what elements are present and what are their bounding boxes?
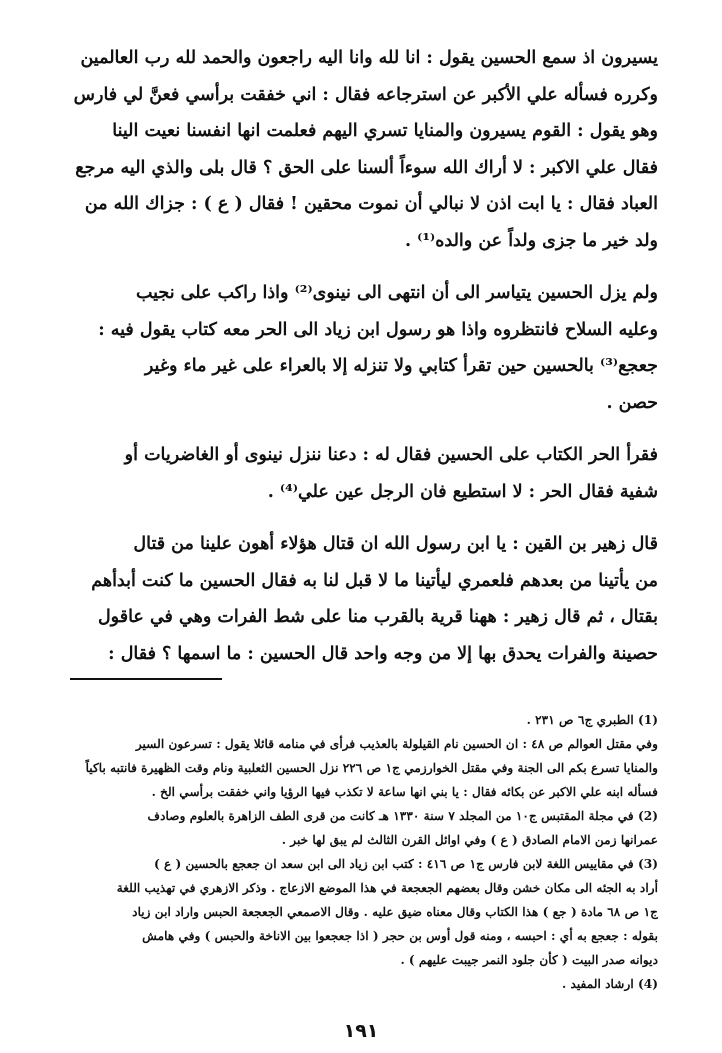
text-line: وكرره فسأله علي الأكبر عن استرجاعه فقال : اني خفقت برأسي فعنَّ لي فارس: [73, 84, 658, 105]
text-line: فقال علي الاكبر : لا أراك الله سوءاً ألسنا على الحق ؟ قال بلى والذي اليه مرجع: [75, 157, 658, 178]
footnote-line: (1) الطبري ج٦ ص ٢٣١ .: [526, 713, 658, 727]
text-line: حصن .: [606, 392, 658, 413]
text-line: شفية فقال الحر : لا استطيع فان الرجل عين علي⁽⁴⁾ .: [267, 481, 658, 502]
text-line: حصينة والفرات يحدق بها إلا من وجه واحد قال الحسين : ما اسمها ؟ فقال :: [108, 643, 658, 664]
text-line: ولم يزل الحسين يتياسر الى أن انتهى الى نينوى⁽²⁾ واذا راكب على نجيب: [135, 283, 658, 303]
footnote-line: (2) في مجلة المقتبس ج١٠ من المجلد ٧ سنة ١٣٣٠ هـ كانت من قرى الطف الزاهرة بالعلوم وصادف: [147, 809, 658, 823]
text-line: بقتال ، ثم قال زهير : ههنا قرية بالقرب منا على شط الفرات وهي في عاقول: [97, 607, 658, 627]
text-line: من يأتينا من بعدهم فلعمري ليأتينا ما لا قبل لنا به فقال الحسين ما كنت أبدأهم: [91, 570, 658, 591]
footnote-line: (3) في مقاييس اللغة لابن فارس ج١ ص ٤١٦ : كتب ابن زياد الى ابن سعد ان جعجع بالحسين ( ع ): [153, 857, 658, 871]
page-number: ١٩١: [343, 1020, 379, 1042]
footnote-line: بقوله : جعجع به أي : احبسه ، ومنه قول أوس بن حجر ( اذا جعجعوا بين الاناخة والحبس ) وفي هامش: [142, 929, 658, 943]
footnote-line: أراد به الجئه الى مكان خشن وقال بعضهم الجعجعة في هذا الموضع الازعاج . وذكر الازهري في تهذيب اللغة: [116, 881, 658, 895]
footnote-separator: [70, 678, 222, 680]
footnote-line: (4) ارشاد المفيد .: [561, 977, 658, 991]
text-line: فقرأ الحر الكتاب على الحسين فقال له : دعنا ننزل نينوى أو الغاضريات أو: [124, 445, 658, 465]
text-line: ولد خير ما جزى ولداً عن والده⁽¹⁾ .: [404, 230, 658, 251]
paragraph-3: [64, 437, 658, 510]
footnotes: [64, 708, 658, 996]
footnote-line: فسأله ابنه علي الاكبر عن بكائه فقال : يا بني انها ساعة لا تكذب فيها الرؤيا واني خفقت برأسي الخ .: [151, 785, 658, 799]
text-line: يسيرون اذ سمع الحسين يقول : انا لله وانا اليه راجعون والحمد لله رب العالمين: [80, 48, 658, 68]
paragraph-2: [64, 275, 658, 421]
paragraph-1: [64, 40, 658, 259]
text-line: قال زهير بن القين : يا ابن رسول الله ان قتال هؤلاء أهون علينا من قتال: [133, 534, 658, 554]
footnote-line: ديوانه صدر البيت ( كأن جلود النمر جيبت عليهم ) .: [400, 953, 658, 967]
footnote-line: ج١ ص ٦٨ مادة ( جع ) هذا الكتاب وقال معناه ضيق عليه . وقال الاصمعي الجعجعة الحبس واراد ابن زياد: [132, 905, 658, 919]
main-text: [64, 40, 658, 672]
text-line: العباد فقال : يا ابت اذن لا نبالي أن نموت محقين ! فقال ( ع ) : جزاك الله من: [84, 194, 658, 214]
paragraph-4: [64, 526, 658, 672]
text-line: وعليه السلاح فانتظروه واذا هو رسول ابن زياد الى الحر معه كتاب يقول فيه :: [98, 319, 658, 340]
text-line: جعجع⁽³⁾ بالحسين حين تقرأ كتابي ولا تنزله إلا بالعراء على غير ماء وغير: [144, 356, 658, 376]
footnote-line: والمنايا تسرع بكم الى الجنة وفي مقتل الخوارزمي ج١ ص ٢٢٦ نزل الحسين الثعلبية ونام وقت الظهيرة فانتبه باكياً: [85, 761, 658, 775]
footnote-line: وفي مقتل العوالم ص ٤٨ : ان الحسين نام القيلولة بالعذيب فرأى في منامه قائلا يقول : تسرعون السير: [135, 737, 658, 751]
footnote-line: عمرانها زمن الامام الصادق ( ع ) وفي اوائل القرن الثالث لم يبق لها خبر .: [281, 833, 658, 847]
text-line: وهو يقول : القوم يسيرون والمنايا تسري اليهم فعلمت انها انفسنا نعيت الينا: [112, 121, 658, 141]
